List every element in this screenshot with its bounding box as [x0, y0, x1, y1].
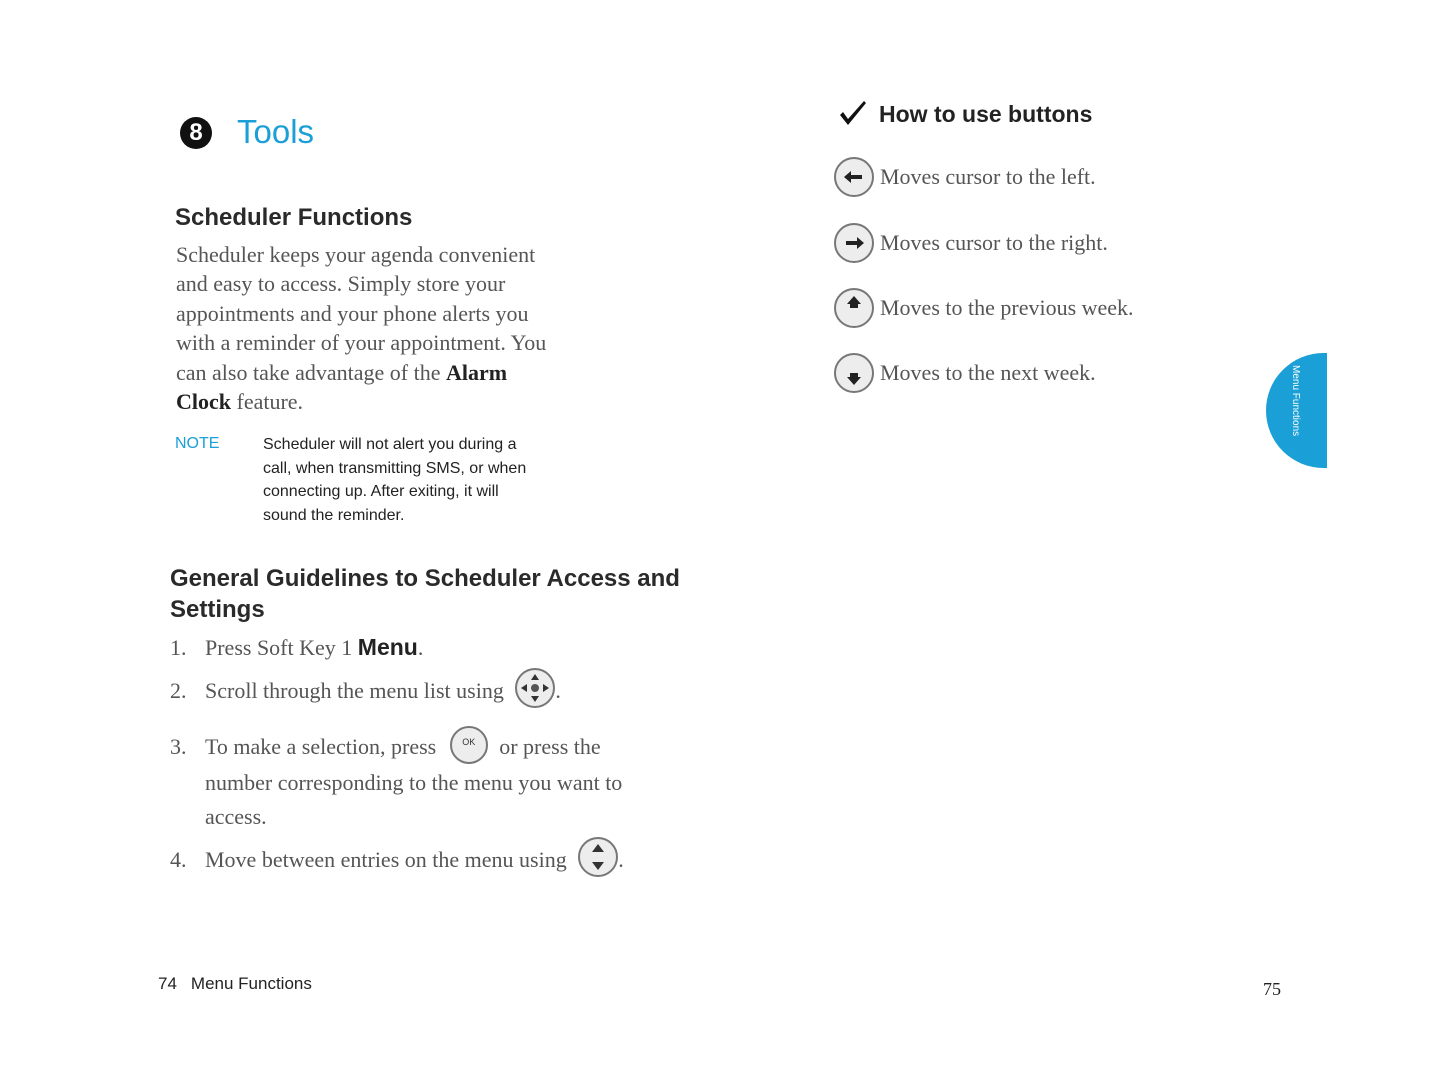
- step-1: [170, 634, 423, 661]
- ok-key-label: OK: [462, 737, 476, 747]
- scheduler-description-end: feature.: [236, 389, 304, 415]
- step-number: 4.: [170, 847, 187, 873]
- chapter-title: Tools: [237, 113, 315, 150]
- right-page-number: 75: [1263, 979, 1281, 999]
- step-text: To make a selection, press: [205, 734, 437, 760]
- step-2: [170, 678, 561, 708]
- step-number: 3.: [170, 734, 187, 760]
- ok-key-icon: [450, 726, 488, 764]
- up-down-key-icon: [578, 837, 618, 877]
- step-text-after: or press the: [499, 734, 601, 760]
- left-page-number: 74: [158, 974, 177, 993]
- chapter-number-badge: 8: [180, 117, 212, 149]
- alarm-clock-term: Alarm Clock: [176, 359, 508, 415]
- step-4: [170, 847, 624, 877]
- howto-heading: How to use buttons: [879, 101, 1093, 127]
- right-arrow-key-icon: [834, 223, 874, 263]
- scheduler-description-text: Scheduler keeps your agenda convenient and easy to access. Simply store your appointments and your phone alerts you with a reminder of your appointment. You can also take advantage of the: [176, 242, 547, 385]
- scheduler-functions-heading: Scheduler Functions: [175, 204, 413, 231]
- left-arrow-key-icon: [834, 157, 874, 197]
- checkmark-icon: [838, 100, 868, 130]
- step-text: Scroll through the menu list using: [205, 678, 504, 704]
- step-number: 2.: [170, 678, 187, 704]
- step-end: .: [417, 635, 424, 660]
- section-side-tab: [1266, 353, 1327, 468]
- side-tab-label: Menu Functions: [1290, 365, 1301, 437]
- down-key-icon: [834, 353, 874, 393]
- step-text: Press Soft Key 1: [205, 635, 353, 660]
- step-text: Move between entries on the menu using: [205, 847, 567, 873]
- step-3-line2: number corresponding to the menu you want to: [205, 770, 623, 795]
- button-description: Moves cursor to the left.: [880, 164, 1096, 189]
- note-label: NOTE: [175, 435, 220, 452]
- button-description: Moves to the previous week.: [880, 295, 1134, 320]
- guidelines-heading: [170, 563, 680, 625]
- footer-section-label: Menu Functions: [190, 974, 312, 993]
- note-text: Scheduler will not alert you during a call, when transmitting SMS, or when connecting up. After exiting, it will sound the reminder.: [263, 436, 527, 524]
- step-3-line3: access.: [205, 804, 267, 829]
- step-number: 1.: [170, 635, 187, 660]
- step-end: .: [618, 847, 624, 873]
- navigation-key-icon: [515, 668, 555, 708]
- step-3: [170, 734, 601, 764]
- guidelines-heading-line1: General Guidelines to Scheduler Access and: [170, 565, 680, 592]
- button-description: Moves cursor to the right.: [880, 230, 1108, 255]
- guidelines-heading-line2: Settings: [170, 596, 265, 623]
- button-description: Moves to the next week.: [880, 360, 1096, 385]
- step-end: .: [555, 678, 561, 704]
- left-footer: [158, 974, 312, 994]
- scheduler-description: [176, 240, 556, 416]
- menu-soft-key-label: Menu: [357, 634, 418, 660]
- up-key-icon: [834, 288, 874, 328]
